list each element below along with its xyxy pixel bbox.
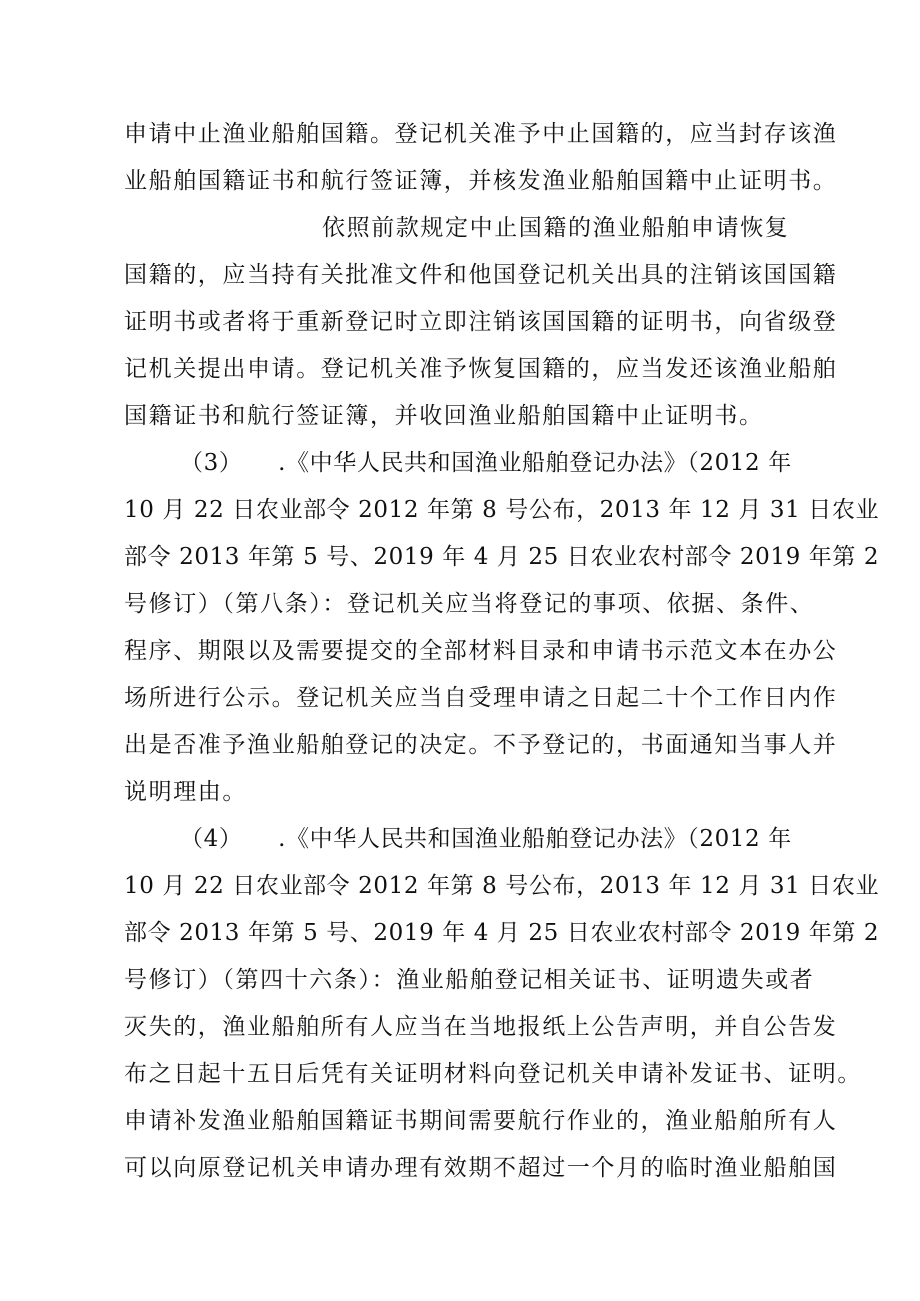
text-line: 国籍证书和航行签证簿，并收回渔业船舶国籍中止证明书。 <box>124 403 764 429</box>
text-line: 场所进行公示。登记机关应当自受理申请之日起二十个工作日内作 <box>124 685 838 711</box>
text-line: 业船舶国籍证书和航行签证簿，并核发渔业船舶国籍中止证明书。 <box>124 168 838 194</box>
text-line: 申请补发渔业船舶国籍证书期间需要航行作业的，渔业船舶所有人 <box>124 1108 838 1134</box>
text-line: 申请中止渔业船舶国籍。登记机关准予中止国籍的，应当封存该渔 <box>124 121 838 147</box>
text-line: 国籍的，应当持有关批准文件和他国登记机关出具的注销该国国籍 <box>124 262 838 288</box>
text-line: （4） .《中华人民共和国渔业船舶登记办法》（2012 年 <box>180 826 792 852</box>
text-line: 号修订）（第八条）：登记机关应当将登记的事项、依据、条件、 <box>124 591 815 617</box>
text-line: 灭失的，渔业船舶所有人应当在当地报纸上公告声明，并自公告发 <box>124 1014 838 1040</box>
text-line: 记机关提出申请。登记机关准予恢复国籍的，应当发还该渔业船舶 <box>124 356 838 382</box>
text-line: 程序、期限以及需要提交的全部材料目录和申请书示范文本在办公 <box>124 638 838 664</box>
text-line: 依照前款规定中止国籍的渔业船舶申请恢复 <box>322 215 790 241</box>
text-line: 说明理由。 <box>124 779 247 805</box>
text-line: 号修订）（第四十六条）：渔业船舶登记相关证书、证明遗失或者 <box>124 967 815 993</box>
text-line: 部令 2013 年第 5 号、2019 年 4 月 25 日农业农村部令 2019 年第 2 <box>124 544 880 570</box>
text-line: 证明书或者将于重新登记时立即注销该国国籍的证明书，向省级登 <box>124 309 838 335</box>
text-line: 10 月 22 日农业部令 2012 年第 8 号公布，2013 年 12 月 31 日农业 <box>124 873 880 899</box>
text-line: 部令 2013 年第 5 号、2019 年 4 月 25 日农业农村部令 2019 年第 2 <box>124 920 880 946</box>
text-line: 出是否准予渔业船舶登记的决定。不予登记的，书面通知当事人并 <box>124 732 838 758</box>
text-line: （3） .《中华人民共和国渔业船舶登记办法》（2012 年 <box>180 450 792 476</box>
text-line: 10 月 22 日农业部令 2012 年第 8 号公布，2013 年 12 月 31 日农业 <box>124 497 880 523</box>
text-line: 可以向原登记机关申请办理有效期不超过一个月的临时渔业船舶国 <box>124 1155 838 1181</box>
text-line: 布之日起十五日后凭有关证明材料向登记机关申请补发证书、证明。 <box>124 1061 862 1087</box>
